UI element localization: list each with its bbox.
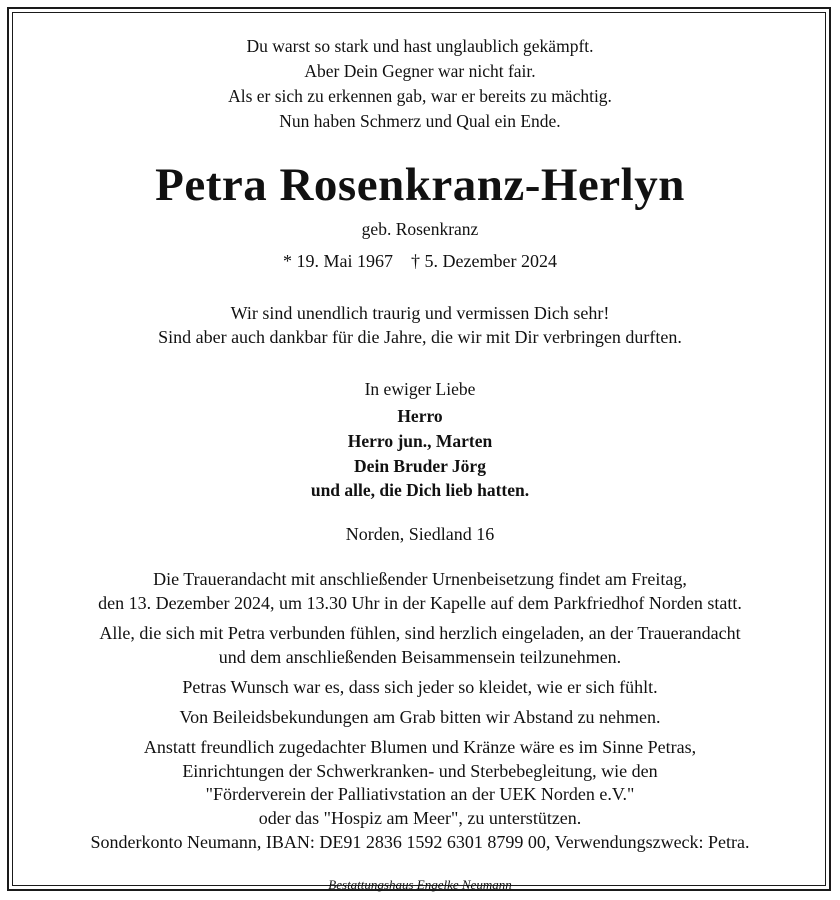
birth-name: geb. Rosenkranz (361, 219, 479, 239)
details-line: Anstatt freundlich zugedachter Blumen und Kränze wäre es im Sinne Petras, (143, 737, 697, 757)
mourner-name: Herro (397, 406, 443, 426)
poem-line: Nun haben Schmerz und Qual ein Ende. (279, 111, 561, 131)
footer-rule-right (524, 885, 690, 886)
details-line: "Förderverein der Palliativstation an der UEK Norden e.V." (205, 784, 635, 804)
mourner-name: und alle, die Dich lieb hatten. (310, 480, 530, 500)
mourner-name: Dein Bruder Jörg (354, 456, 486, 476)
funeral-home-name: Bestattungshaus Engelke Neumann (328, 877, 512, 892)
funeral-home-footer (150, 875, 690, 895)
message-line: Sind aber auch dankbar für die Jahre, die wir mit Dir verbringen durften. (158, 327, 682, 347)
address: Norden, Siedland 16 (345, 524, 495, 544)
message-line: Wir sind unendlich traurig und vermissen Dich sehr! (230, 303, 610, 323)
details-line: Von Beileidsbekundungen am Grab bitten wir Abstand zu nehmen. (179, 707, 661, 727)
details-line: oder das "Hospiz am Meer", zu unterstützen. (258, 808, 582, 828)
details-line: Die Trauerandacht mit anschließender Urnenbeisetzung findet am Freitag, (153, 569, 687, 589)
details-line: Einrichtungen der Schwerkranken- und Sterbebegleitung, wie den (182, 761, 658, 781)
details-line: und dem anschließenden Beisammensein teilzunehmen. (218, 647, 622, 667)
poem-line: Als er sich zu erkennen gab, war er bereits zu mächtig. (228, 86, 612, 106)
poem-line: Aber Dein Gegner war nicht fair. (304, 61, 536, 81)
deceased-name: Petra Rosenkranz-Herlyn (155, 159, 685, 211)
poem-line: Du warst so stark und hast unglaublich gekämpft. (246, 36, 594, 56)
life-dates: * 19. Mai 1967 † 5. Dezember 2024 (283, 251, 557, 271)
details-line: Sonderkonto Neumann, IBAN: DE91 2836 1592 6301 8799 00, Verwendungszweck: Petra. (90, 832, 750, 852)
details-line: Petras Wunsch war es, dass sich jeder so kleidet, wie er sich fühlt. (182, 677, 658, 697)
details-line: den 13. Dezember 2024, um 13.30 Uhr in der Kapelle auf dem Parkfriedhof Norden statt. (98, 593, 742, 613)
footer-rule-left (150, 885, 316, 886)
signature-intro: In ewiger Liebe (364, 379, 476, 399)
mourner-name: Herro jun., Marten (347, 431, 493, 451)
details-line: Alle, die sich mit Petra verbunden fühlen, sind herzlich eingeladen, an der Trauerandacht (99, 623, 741, 643)
